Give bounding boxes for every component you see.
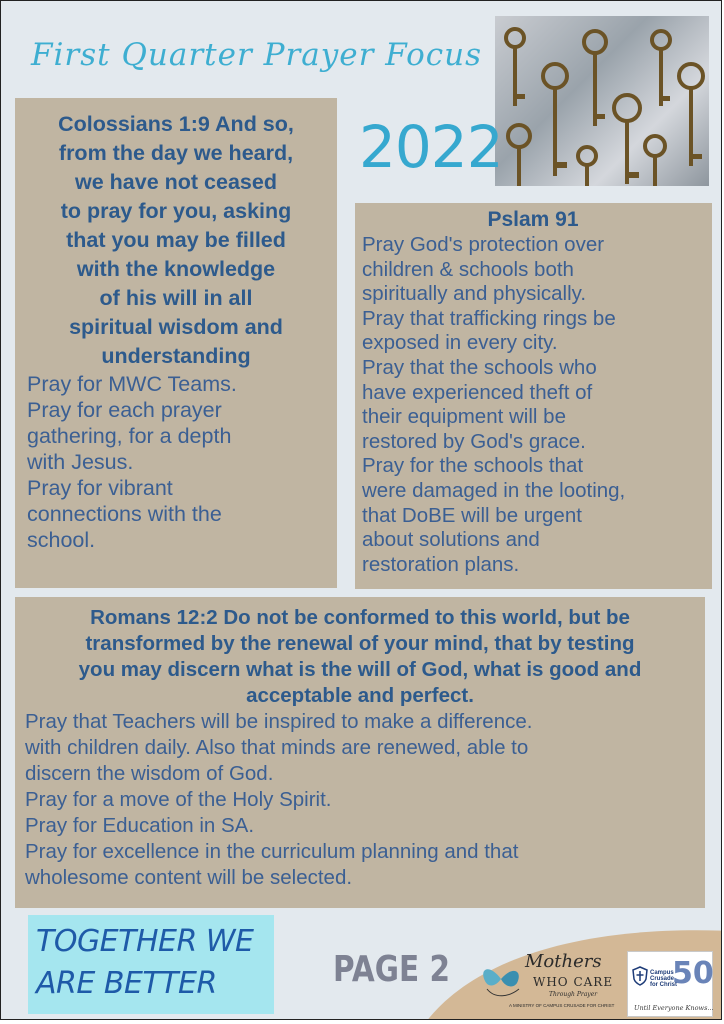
prayer-line: Pray that trafficking rings be bbox=[362, 306, 616, 330]
colossians-verse bbox=[27, 110, 325, 371]
verse-line: acceptable and perfect. bbox=[246, 684, 474, 707]
ccc-name-line: Crusade bbox=[650, 976, 675, 982]
prayer-line: exposed in every city. bbox=[362, 331, 558, 355]
butterfly-logo-icon bbox=[479, 959, 523, 999]
prayer-line: restoration plans. bbox=[362, 552, 520, 576]
protection-prayer-list bbox=[362, 233, 704, 577]
verse-line: from the day we heard, bbox=[58, 141, 294, 165]
verse-line: you may discern what is the will of God, what is good and bbox=[78, 658, 642, 681]
romans-box bbox=[15, 597, 705, 908]
prayer-line: have experienced theft of bbox=[362, 380, 593, 404]
mwc-ministry-text: A MINISTRY OF CAMPUS CRUSADE FOR CHRIST bbox=[509, 1003, 615, 1008]
prayer-line: Pray God's protection over bbox=[362, 233, 605, 256]
prayer-line: children & schools both bbox=[362, 257, 574, 281]
prayer-line: about solutions and bbox=[362, 528, 540, 552]
verse-line: that you may be filled bbox=[66, 228, 286, 252]
prayer-line: gathering, for a depth bbox=[27, 424, 232, 448]
prayer-line: with children daily. Also that minds are renewed, able to bbox=[25, 736, 529, 759]
mwc-brand-text: Mothers bbox=[525, 951, 602, 972]
prayer-line: wholesome content will be selected. bbox=[25, 866, 353, 889]
prayer-line: Pray for MWC Teams. bbox=[27, 372, 237, 396]
psalm-91-box bbox=[355, 203, 712, 589]
colossians-box bbox=[15, 98, 337, 588]
ccc-tagline: Until Everyone Knows... bbox=[634, 1004, 714, 1012]
prayer-line: that DoBE will be urgent bbox=[362, 503, 582, 527]
prayer-line: restored by God's grace. bbox=[362, 429, 586, 453]
verse-line: with the knowledge bbox=[76, 257, 276, 281]
slogan-banner bbox=[28, 915, 274, 1014]
verse-line: to pray for you, asking bbox=[60, 199, 292, 223]
page-title: First Quarter Prayer Focus bbox=[31, 37, 483, 73]
prayer-line: school. bbox=[27, 528, 96, 552]
prayer-line: Pray for the schools that bbox=[362, 454, 584, 478]
verse-line: transformed by the renewal of your mind, that by testing bbox=[85, 632, 635, 655]
slogan-line: ARE BETTER bbox=[36, 966, 217, 1001]
prayer-line: were damaged in the looting, bbox=[362, 478, 626, 502]
prayer-line: discern the wisdom of God. bbox=[25, 762, 274, 785]
page-number: PAGE 2 bbox=[333, 949, 450, 990]
mwc-who-text: WHO CARE bbox=[533, 975, 614, 989]
prayer-line: Pray for Education in SA. bbox=[25, 814, 255, 837]
verse-line: understanding bbox=[101, 344, 251, 368]
slogan-line: TOGETHER WE bbox=[36, 924, 254, 959]
prayer-line: Pray for each prayer bbox=[27, 398, 222, 422]
key-collection-icon bbox=[495, 16, 709, 186]
prayer-line: connections with the bbox=[27, 502, 222, 526]
prayer-line: spiritually and physically. bbox=[362, 282, 587, 306]
ccc-name-line: Campus bbox=[650, 970, 674, 976]
keys-image bbox=[495, 16, 709, 186]
mothers-who-care-logo bbox=[479, 951, 619, 1017]
ccc-name-line: for Christ bbox=[650, 982, 677, 988]
mwc-through-text: Through Prayer bbox=[549, 991, 598, 998]
prayer-line: Pray that the schools who bbox=[362, 355, 597, 379]
prayer-line: their equipment will be bbox=[362, 405, 566, 429]
education-prayer-list bbox=[25, 709, 695, 891]
prayer-line: with Jesus. bbox=[27, 450, 134, 474]
verse-line: Colossians 1:9 And so, bbox=[58, 112, 294, 136]
romans-verse bbox=[25, 605, 695, 709]
psalm-heading: Pslam 91 bbox=[487, 208, 579, 231]
prayer-line: Pray for vibrant bbox=[27, 476, 173, 500]
mwc-prayer-list bbox=[27, 371, 325, 553]
year-heading: 2022 bbox=[359, 113, 503, 181]
verse-line: spiritual wisdom and bbox=[69, 315, 283, 339]
prayer-line: Pray that Teachers will be inspired to make a difference. bbox=[25, 710, 533, 733]
verse-line: Romans 12:2 Do not be conformed to this world, but be bbox=[90, 606, 630, 629]
campus-crusade-logo bbox=[627, 951, 713, 1017]
anniversary-number: 50 bbox=[672, 956, 714, 991]
prayer-line: Pray for a move of the Holy Spirit. bbox=[25, 788, 332, 811]
verse-line: we have not ceased bbox=[75, 170, 277, 194]
verse-line: of his will in all bbox=[99, 286, 253, 310]
shield-logo-icon bbox=[632, 966, 648, 986]
prayer-line: Pray for excellence in the curriculum planning and that bbox=[25, 840, 519, 863]
